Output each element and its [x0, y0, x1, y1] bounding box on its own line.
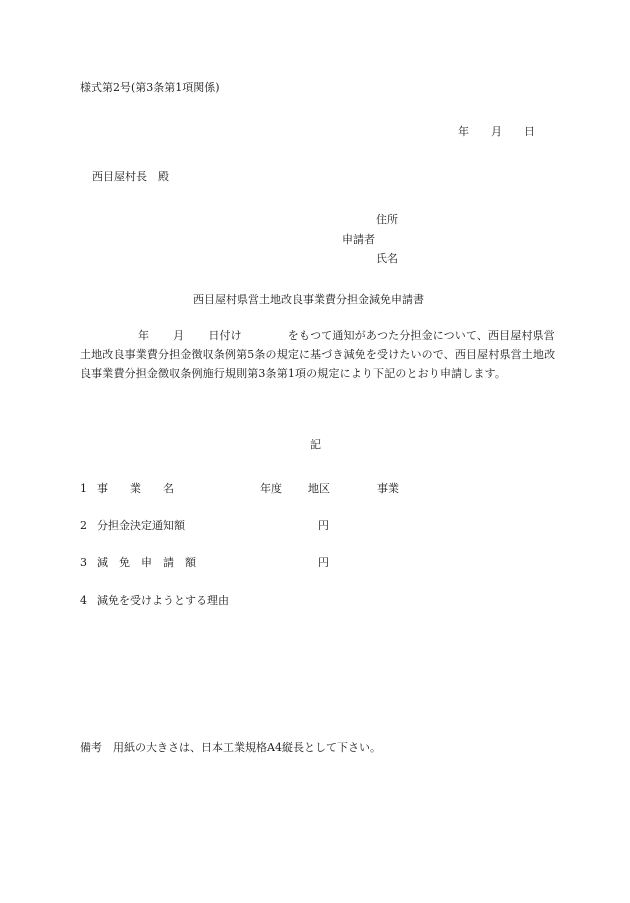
item-2-unit: 円	[318, 519, 329, 532]
document-title: 西目屋村県営土地改良事業費分担金減免申請書	[193, 293, 424, 306]
item-3-unit: 円	[318, 556, 329, 569]
body-year: 年	[138, 329, 150, 342]
remarks: 備考 用紙の大きさは、日本工業規格A4縦長として下さい。	[80, 741, 381, 754]
addressee: 西目屋村長 殿	[92, 170, 169, 183]
item-3-number: 3	[80, 556, 87, 569]
item-3-label: 減 免 申 請 額	[97, 556, 196, 569]
applicant-address-label: 住所	[376, 213, 398, 226]
applicant-role-label: 申請者	[342, 233, 375, 246]
item-2-label: 分担金決定通知額	[97, 519, 185, 532]
item-1-number: 1	[80, 482, 87, 495]
item-1-fiscal-year: 年度	[260, 482, 282, 495]
item-4-number: 4	[80, 594, 87, 607]
item-1-district: 地区	[308, 482, 330, 495]
item-1-project: 事業	[377, 482, 399, 495]
date-line: 年 月 日	[458, 125, 535, 138]
body-day-ref: 日付け	[208, 329, 242, 342]
item-4-label: 減免を受けようとする理由	[97, 594, 229, 607]
item-2-number: 2	[80, 519, 87, 532]
form-number: 様式第2号(第3条第1項関係)	[80, 81, 220, 94]
applicant-name-label: 氏名	[376, 252, 398, 265]
item-1-label: 事 業 名	[97, 482, 174, 495]
body-month: 月	[173, 329, 185, 342]
ki-heading: 記	[310, 438, 321, 451]
application-body	[80, 326, 560, 383]
body-text: をもつて通知があつた分担金について、西目屋村県営土地改良事業費分担金徴収条例第5条の規定に基づき減免を受けたいので、西目屋村県営土地改良事業費分担金徴収条例施行規則第3条第1項の規定により下記のとおり申請します。	[80, 329, 556, 380]
